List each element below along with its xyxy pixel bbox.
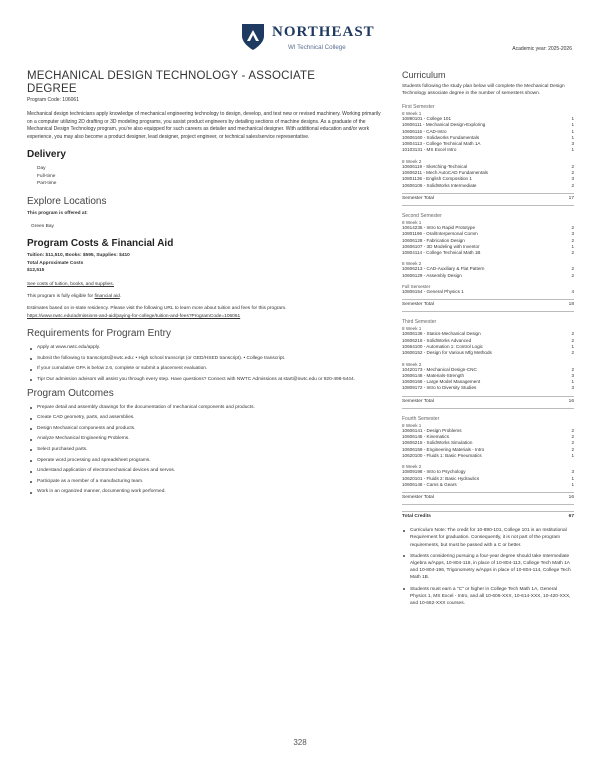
offered-at-label: This program is offered at: [27,210,88,216]
divider [402,396,574,397]
course-credits: 3 [571,141,574,147]
semester-section [402,104,574,206]
course-name: 10606145 - Kinematics [402,434,449,440]
course-credits: 2 [571,427,574,433]
course-name: 10806154 - General Physics 1 [402,289,464,295]
course-credits: 1 [571,122,574,128]
course-row [402,183,574,189]
course-name: 10606119 - Sketching-Technical [402,163,468,169]
semester-section [402,319,574,408]
course-name: 10606106 - SolidWorks Intermediate [402,182,477,188]
course-name: 10606111 - Mechanical Design-Exploring [402,122,486,128]
list-item: Create CAD geometry, parts, and assemblies. [27,415,387,422]
course-name: 10664100 - Automation 1: Control Logic [402,343,483,349]
course-credits: 1 [571,481,574,487]
semester-total-value: 16 [568,398,574,404]
delivery-heading: Delivery [27,149,66,161]
course-name: 10809198 - Intro to Psychology [402,469,466,475]
program-title-line-1: MECHANICAL DESIGN TECHNOLOGY - ASSOCIATE [27,70,316,82]
course-credits: 3 [571,176,574,182]
divider [402,511,574,512]
list-item: Apply at www.nwtc.edu/apply. [27,345,387,352]
semester-total-value: 17 [568,195,574,201]
course-name: 10606116 - CAD-Intro [402,128,447,134]
semester-total-label: Semester Total [402,398,434,404]
course-name: 10420173 - Mechanical Design-CNC [402,366,477,372]
tuition-url-link[interactable]: https://www.nwtc.edu/admissions-and-aid/paying-for-college/tuition-and-fees?ProgramCode=106061 [27,313,241,319]
course-name: 10809172 - Intro to Diversity Studies [402,385,477,391]
course-credits: 2 [571,331,574,337]
course-credits: 2 [571,272,574,278]
shield-icon [240,22,266,52]
list-item: Understand application of electromechanical devices and servos. [27,468,387,475]
course-credits: 1 [571,116,574,121]
program-title [27,70,387,96]
course-row [402,250,574,256]
course-credits: 2 [571,250,574,256]
course-credits: 2 [571,224,574,230]
course-name: 10606148 - Materials-Strength [402,372,465,378]
course-credits: 2 [571,170,574,176]
course-name: 10890101 - College 101 [402,116,452,121]
course-name: 10606128 - Fabrication Design [402,237,465,243]
course-row [402,147,574,153]
list-item: Operate word processing and spreadsheet programs. [27,458,387,465]
semester-list [402,104,574,505]
program-title-line-2: DEGREE [27,83,77,95]
course-row [402,273,574,279]
requirements-list [27,345,387,383]
semester-total-label: Semester Total [402,495,434,501]
list-item: Select purchased parts. [27,447,387,454]
curriculum-heading: Curriculum [402,70,446,80]
program-description: Mechanical design technicians apply knowledge of mechanical engineering technology to design, develop, and test new or revised machinery. Working primarily on a computer utilizing 2D drafting or 3D modeling programs, you assist product engineers by detailing sections of machine designs. As a graduate of the Mechanical Design Technology program, you're also equipped for such careers as detailer and mechanical designer. With additional education and/or work experience, you may also become a product designer, lead designer, project engineer, or technical sales/service representative. [27,111,381,140]
course-name: 10606152 - Design for Various Mfg Methods [402,350,492,356]
term-block-label: 8 Week 1 [402,326,422,332]
total-credits-row [402,514,574,519]
course-row [402,385,574,391]
course-row [402,482,574,488]
term-block-label: 8 Week 2 [402,361,422,367]
semester-total-row [402,495,574,500]
list-item: Students considering pursuing a four-year degree should take Intermediate Algebra w/Apps, 10-804-118, in place of 10-804-113, College Tech Math 1A and 10-804-196, Trigonometry w/Apps in place of 10-804-114, College Tech Math 1B. [402,553,574,582]
academic-year: Academic year: 2025-2026 [512,46,572,52]
semester-total-label: Semester Total [402,195,434,201]
course-name: 10606129 - Assembly Design [402,272,462,278]
semester-total-row [402,302,574,307]
course-name: 10606138 - Statics-Mechanical Design [402,331,481,337]
course-credits: 1 [571,475,574,481]
list-item: Participate as a member of a manufacturing team. [27,479,387,486]
see-costs-link[interactable]: See costs of tuition, books, and supplies. [27,281,114,287]
course-credits: 3 [571,385,574,391]
course-credits: 1 [571,243,574,249]
list-item: Submit the following to transcripts@nwtc.edu: • High school transcript (or GED/HSED transcript). • College transcript. [27,356,387,363]
curriculum-intro: Students following the study plan below will complete the Mechanical Design Technology associate degree in the number of semesters shown. [402,84,565,96]
course-name: 10606146 - Cams & Gears [402,481,457,487]
tuition-line: Tuition: $11,510, Books: $595, Supplies: $410 [27,253,130,259]
locations-heading: Explore Locations [27,195,107,207]
course-credits: 2 [571,266,574,272]
estimate-note: Estimates based on in-state residency. Please visit the following URL to learn more about tuition and fees for this program. [27,306,287,312]
delivery-item: Full-time [37,173,56,179]
term-block-label: 8 Week 1 [402,422,422,428]
brand-name: NORTHEAST [272,24,375,40]
semester-total-row [402,399,574,404]
campus-name: Green Bay [31,224,54,229]
semester-section [402,213,574,312]
semester-total-row [402,196,574,201]
total-costs-value: $12,515 [27,268,45,274]
course-name: 10620100 - Fluids 1: Basic Pneumatics [402,452,482,458]
course-credits: 2 [571,434,574,440]
course-row [402,350,574,356]
course-credits: 2 [571,446,574,452]
outcomes-heading: Program Outcomes [27,387,114,399]
course-name: 10606107 - 3D Modeling with Inventor [402,243,480,249]
term-block-label: 8 Week 2 [402,158,422,164]
course-name: 10620101 - Fluids 2: Basic Hydraulics [402,475,480,481]
divider [402,193,574,194]
total-credits-label: Total Credits [402,514,431,520]
requirements-heading: Requirements for Program Entry [27,328,171,340]
costs-heading: Program Costs & Financial Aid [27,238,174,250]
course-credits: 2 [571,163,574,169]
term-block-label: 8 Week 2 [402,464,422,470]
course-name: 10606215 - SolidWorks Simulation [402,440,473,446]
course-credits: 4 [571,289,574,295]
course-name: 10614235 - Intro to Rapid Prototype [402,224,476,230]
course-name: 10804113 - College Technical Math 1A [402,141,481,147]
course-credits: 3 [571,469,574,475]
course-credits: 1 [571,147,574,153]
program-code: Program Code: 106061 [27,97,79,103]
course-name: 10606213 - CAD-Auxiliary & Flat Pattern [402,266,485,272]
term-block-label: 8 Week 1 [402,111,422,116]
course-name: 10103131 - MS Excel Intro [402,147,457,153]
course-name: 10801136 - English Composition 1 [402,176,472,182]
course-name: 10606216 - SolidWorks Advanced [402,337,472,343]
course-name: 10606159 - Engineering Materials - Intro [402,446,485,452]
delivery-list [37,165,387,187]
list-item: Design Mechanical components and products. [27,426,387,433]
term-block-label: 8 Week 1 [402,219,422,225]
course-credits: 1 [571,379,574,385]
financial-aid-line [27,293,387,300]
term-block-label: 8 Week 2 [402,261,422,267]
course-credits: 1 [571,128,574,134]
total-credits-value: 67 [568,514,574,520]
semester-name: Third Semester [402,319,437,326]
course-row [402,453,574,459]
divider [402,492,574,493]
course-credits: 2 [571,182,574,188]
course-name: 10606168 - Large Model Management [402,379,481,385]
page-header [0,0,600,60]
aid-prefix: This program is fully eligible for [27,294,95,300]
list-item: Curriculum Note: The credit for 10-890-101, College 101 is an Institutional Requirement for graduation. Consequently, it is not part of the program requirements, but must be passed with a C or better. [402,527,574,549]
course-name: 10804114 - College Technical Math 1B [402,250,481,256]
college-logo [240,22,375,56]
course-credits: 2 [571,337,574,343]
course-credits: 1 [571,343,574,349]
list-item: Analyze Mechanical Engineering Problems. [27,436,387,443]
brand-subtitle: WI Technical College [288,44,346,51]
semester-name: Fourth Semester [402,415,440,422]
term-block-label: Full Semester [402,284,431,290]
semester-section [402,416,574,505]
program-details [27,70,387,500]
course-row [402,289,574,295]
course-credits: 1 [571,134,574,140]
divider [402,311,574,312]
divider [402,205,574,206]
course-credits: 2 [571,440,574,446]
course-name: 10606211 - Mech AutoCAD Fundamentals [402,170,488,176]
aid-suffix: . [119,294,122,300]
list-item: If your cumulative GPA is below 2.6, complete or submit a placement evaluation. [27,366,387,373]
page-number: 328 [293,738,307,747]
semester-name: First Semester [402,104,435,110]
course-name: 10801196 - Oral/Interpersonal Comm [402,231,478,237]
outcomes-list [27,405,387,496]
course-credits: 3 [571,372,574,378]
course-credits: 2 [571,237,574,243]
semester-total-label: Semester Total [402,302,434,308]
list-item: Students must earn a "C" or higher in College Tech Math 1A, General Physics 1, MS Excel - Intro, and all 10-606-XXX, 10-614-XXX, 10-420-XXX, and 10-662-XXX courses. [402,586,574,608]
course-credits: 3 [571,231,574,237]
divider [402,504,574,505]
course-credits: 2 [571,350,574,356]
course-credits: 2 [571,366,574,372]
delivery-item: Day [37,166,46,172]
curriculum-notes [402,527,574,607]
total-costs-label: Total Approximate Costs [27,260,84,266]
divider [402,299,574,300]
course-name: 10606160 - Solidworks Fundamentals [402,134,480,140]
semester-name: Second Semester [402,212,442,219]
curriculum-sidebar [402,70,574,611]
divider [402,408,574,409]
financial-aid-link[interactable]: financial aid [94,294,120,300]
semester-total-value: 18 [568,302,574,308]
delivery-item: Part-time [37,181,57,187]
list-item: Prepare detail and assembly drawings for the documentation of mechanical components and products. [27,405,387,412]
list-item: Tip! Our admission advisors will assist you through every step. Have questions? Connect with NWTC Admissions at start@nwtc.edu or 920-498-5444. [27,377,387,384]
semester-total-value: 16 [568,495,574,501]
list-item: Work in an organized manner, documenting work performed. [27,489,387,496]
course-name: 10606141 - Design Problems [402,427,462,433]
course-credits: 1 [571,452,574,458]
